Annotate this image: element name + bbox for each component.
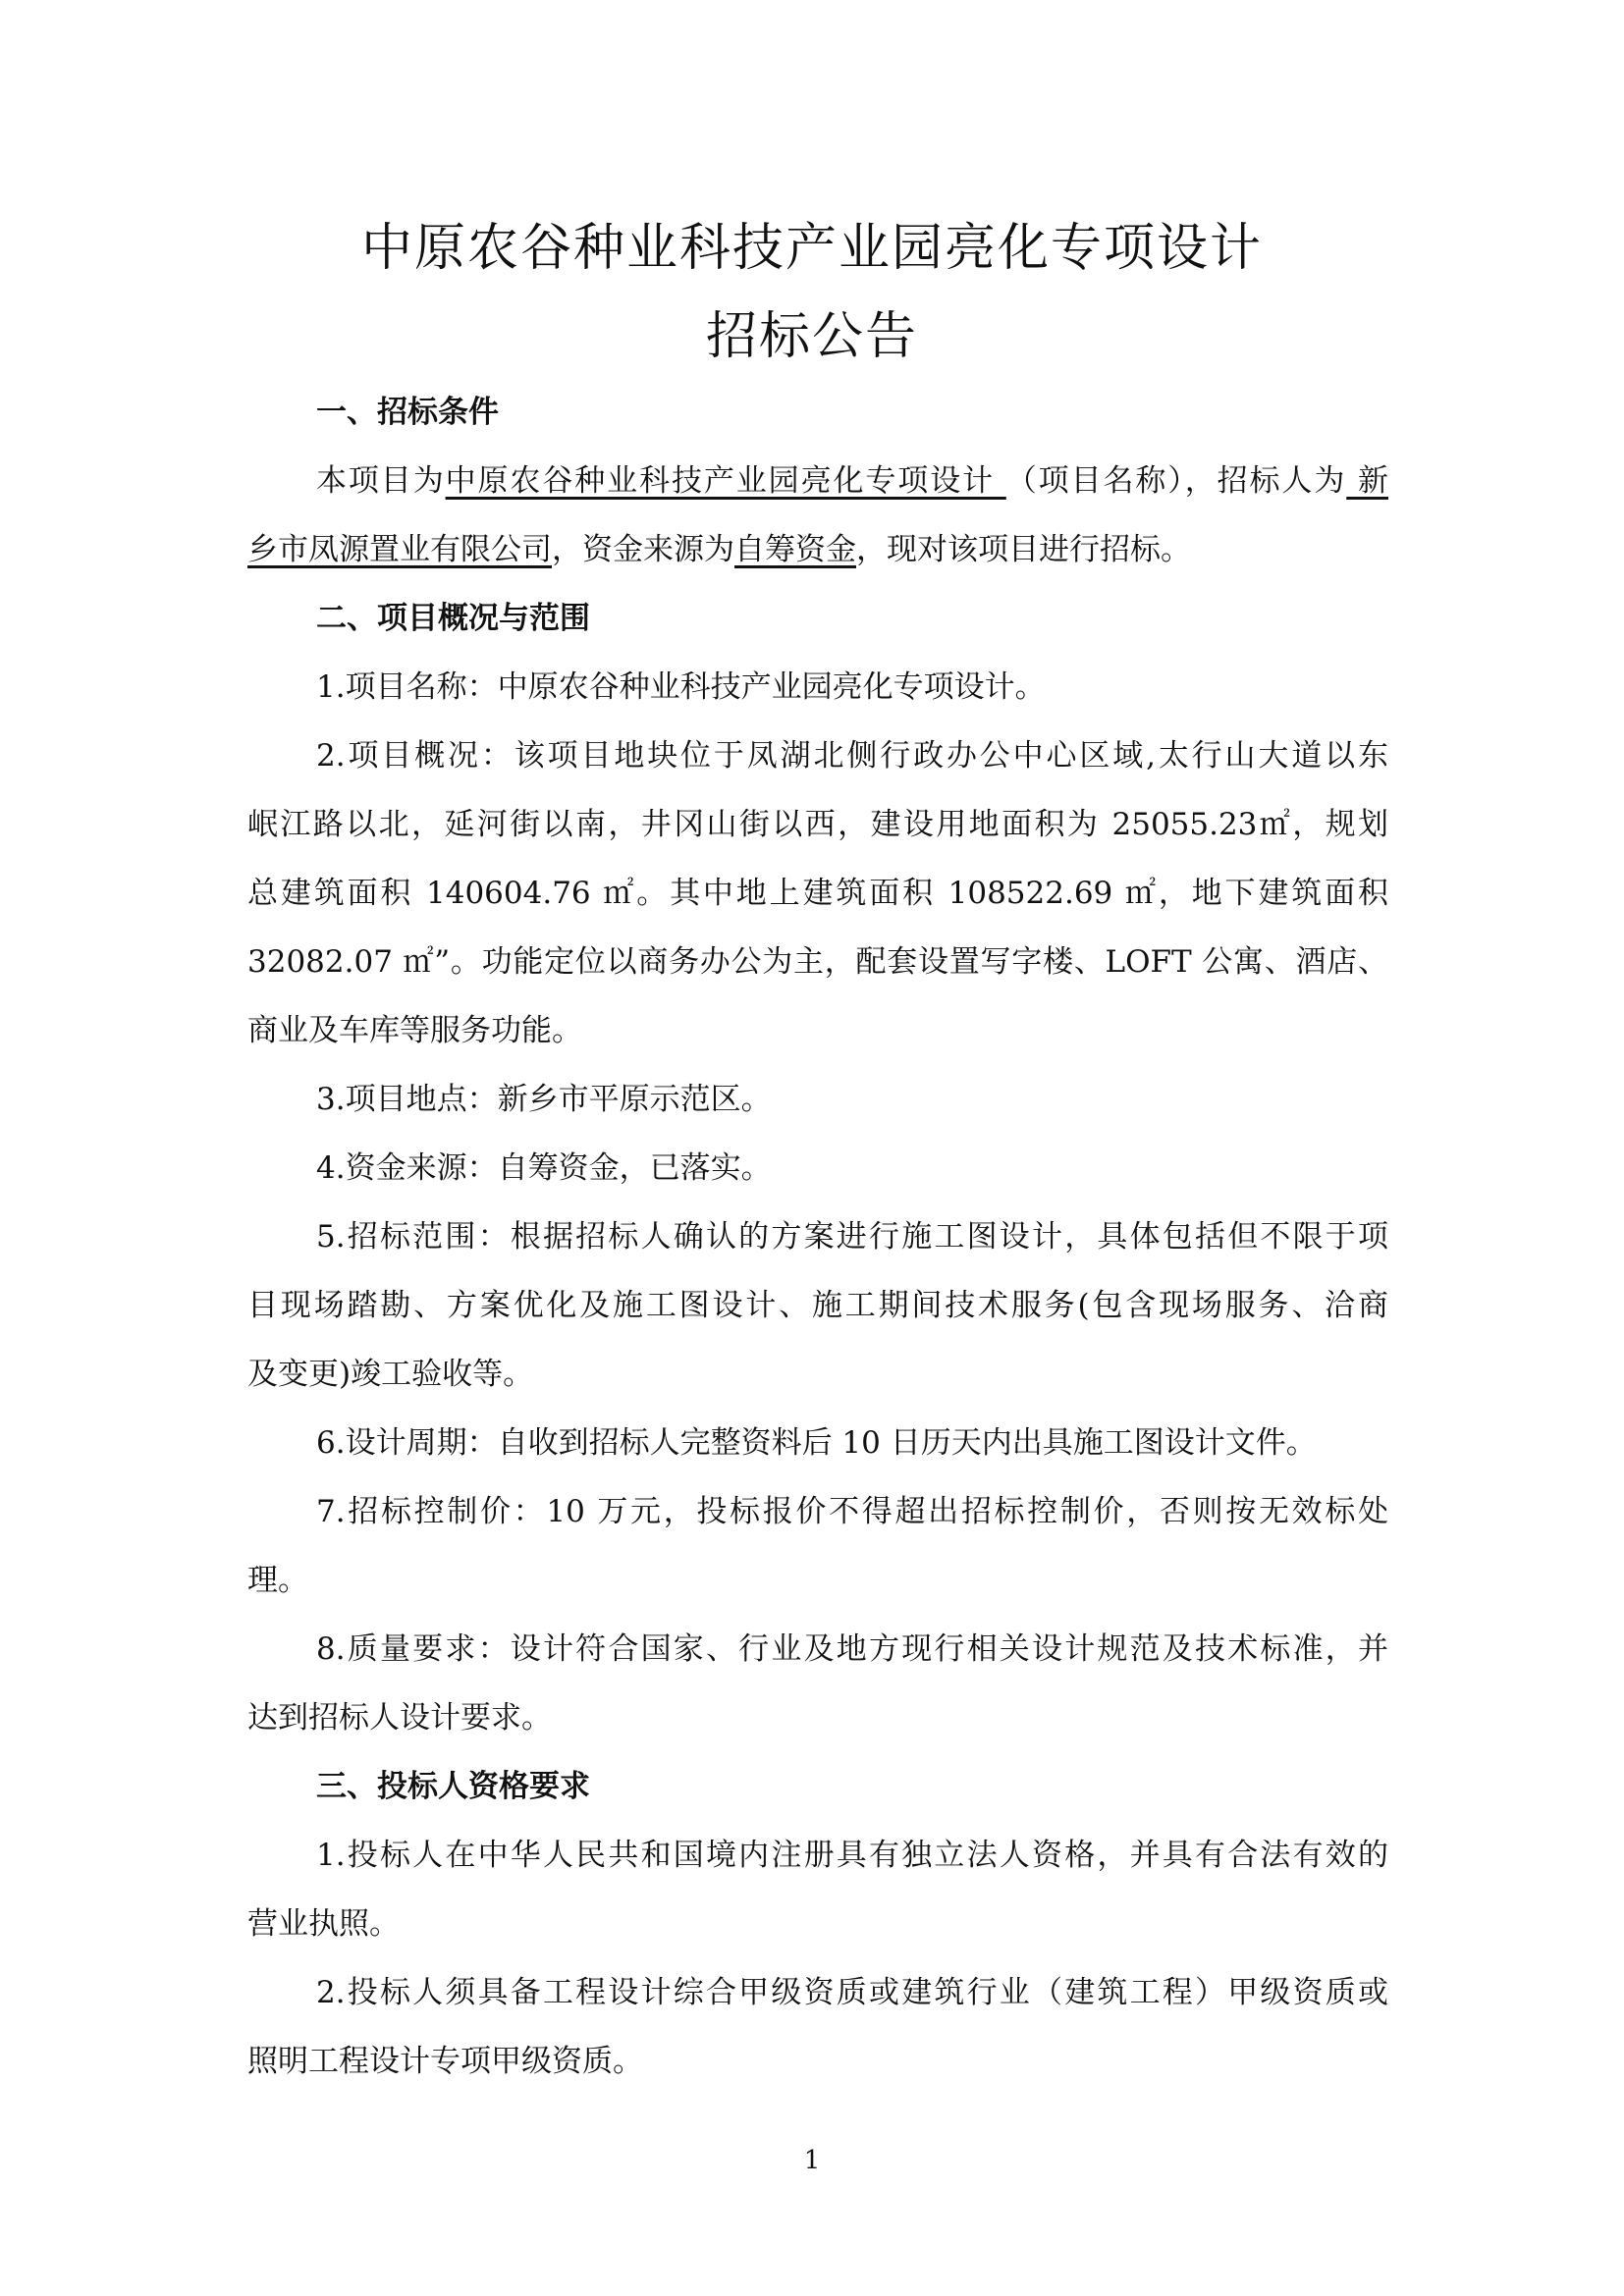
section-2-item-6: 6.设计周期：自收到招标人完整资料后 10 日历天内出具施工图设计文件。	[316, 1425, 1317, 1461]
section-3-item-2-line-2: 照明工程设计专项甲级资质。	[247, 2044, 643, 2079]
tenderer-name-underlined: 乡市凤源置业有限公司	[247, 532, 552, 567]
section-2-item-5-line-2: 目现场踏勘、方案优化及施工图设计、施工期间技术服务(包含现场服务、洽商	[247, 1288, 1388, 1323]
text-run: 本项目为	[316, 463, 446, 499]
document-subtitle: 招标公告	[705, 307, 918, 366]
document-title: 中原农谷种业科技产业园亮化专项设计	[360, 219, 1263, 278]
section-2-item-5-line-1: 5.招标范围：根据招标人确认的方案进行施工图设计，具体包括但不限于项	[316, 1219, 1388, 1255]
fund-source-underlined: 自筹资金	[734, 532, 856, 567]
section-2-item-2-line-4: 32082.07 ㎡”。功能定位以商务办公为主，配套设置写字楼、LOFT 公寓、酒店、	[247, 944, 1388, 980]
section-1-heading: 一、招标条件	[316, 395, 499, 430]
section-2-item-2-line-2: 岷江路以北，延河街以南，井冈山街以西，建设用地面积为 25055.23㎡，规划	[247, 807, 1388, 842]
section-2-item-2-line-5: 商业及车库等服务功能。	[247, 1013, 582, 1048]
section-2-item-2-line-1: 2.项目概况：该项目地块位于凤湖北侧行政办公中心区域,太行山大道以东	[316, 738, 1388, 774]
text-run: （项目名称），招标人为	[1005, 463, 1347, 499]
project-name-underlined: 中原农谷种业科技产业园亮化专项设计	[445, 463, 1006, 499]
text-run: ，现对该项目进行招标。	[856, 532, 1191, 567]
section-2-item-8-line-2: 达到招标人设计要求。	[247, 1700, 552, 1735]
tenderer-name-underlined: 新	[1346, 463, 1388, 499]
section-2-item-7-line-1: 7.招标控制价：10 万元，投标报价不得超出招标控制价，否则按无效标处	[316, 1494, 1388, 1529]
page-number: 1	[803, 2146, 821, 2175]
section-2-item-4: 4.资金来源：自筹资金，已落实。	[316, 1150, 772, 1186]
section-2-item-8-line-1: 8.质量要求：设计符合国家、行业及地方现行相关设计规范及技术标准，并	[316, 1631, 1388, 1667]
section-2-item-2-line-3: 总建筑面积 140604.76 ㎡。其中地上建筑面积 108522.69 ㎡，地下建筑面积	[247, 876, 1388, 911]
section-2-item-5-line-3: 及变更)竣工验收等。	[247, 1357, 534, 1392]
section-3-item-1-line-2: 营业执照。	[247, 1906, 400, 1942]
section-2-item-3: 3.项目地点：新乡市平原示范区。	[316, 1082, 772, 1117]
section-1-paragraph-line-2	[247, 530, 1388, 569]
section-3-item-2-line-1: 2.投标人须具备工程设计综合甲级资质或建筑行业（建筑工程）甲级资质或	[316, 1975, 1388, 2010]
section-2-heading: 二、项目概况与范围	[316, 601, 590, 636]
text-run: ，资金来源为	[552, 532, 734, 567]
section-3-item-1-line-1: 1.投标人在中华人民共和国境内注册具有独立法人资格，并具有合法有效的	[316, 1838, 1388, 1873]
section-2-item-1: 1.项目名称：中原农谷种业科技产业园亮化专项设计。	[316, 669, 1046, 705]
section-1-paragraph-line-1	[316, 461, 1388, 501]
section-2-item-7-line-2: 理。	[247, 1563, 308, 1598]
section-3-heading: 三、投标人资格要求	[316, 1769, 590, 1804]
